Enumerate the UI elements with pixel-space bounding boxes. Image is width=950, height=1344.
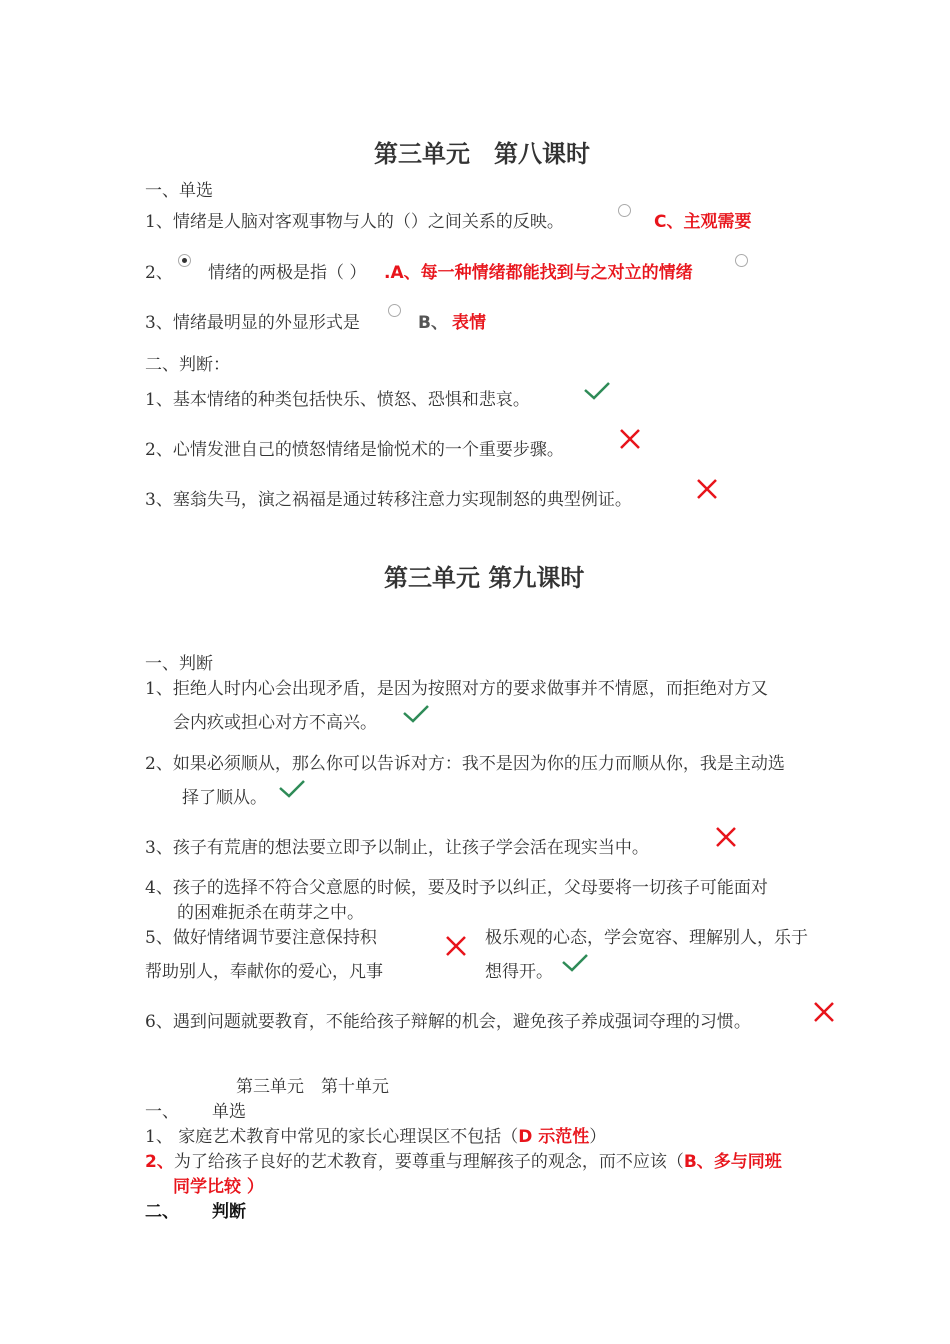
lesson8-q2-answer: .A、每一种情绪都能找到与之对立的情绪 bbox=[384, 263, 693, 283]
lesson9-j6-text: 6、遇到问题就要教育，不能给孩子辩解的机会，避免孩子养成强词夺理的习惯。 bbox=[145, 1012, 751, 1032]
lesson8-q2-text: 情绪的两极是指（ ） bbox=[208, 263, 367, 283]
cross-icon bbox=[715, 826, 737, 848]
lesson8-j2-text: 2、心情发泄自己的愤怒情绪是愉悦术的一个重要步骤。 bbox=[145, 440, 564, 460]
lesson9-j1-line2: 会内疚或担心对方不高兴。 bbox=[173, 713, 377, 733]
lesson8-q1-answer: C、主观需要 bbox=[654, 212, 752, 232]
lesson9-j3-text: 3、孩子有荒唐的想法要立即予以制止，让孩子学会活在现实当中。 bbox=[145, 838, 649, 858]
lesson9-j2-line1: 2、如果必须顺从，那么你可以告诉对方：我不是因为你的压力而顺从你，我是主动选 bbox=[145, 754, 785, 774]
lesson8-q1-text: 1、情绪是人脑对客观事物与人的（）之间关系的反映。 bbox=[145, 212, 564, 232]
lesson9-j4-line2: 的困难扼杀在萌芽之中。 bbox=[177, 903, 364, 923]
radio-icon[interactable] bbox=[388, 304, 401, 317]
radio-icon[interactable] bbox=[178, 254, 191, 267]
lesson10-q2-answer-line1: B、多与同班 bbox=[683, 1152, 782, 1172]
lesson9-title: 第三单元 第九课时 bbox=[384, 564, 585, 592]
lesson10-section-single-choice: 单选 bbox=[212, 1102, 246, 1122]
lesson10-section1-number: 一、 bbox=[145, 1102, 179, 1122]
check-icon bbox=[402, 703, 430, 725]
lesson8-q2-number: 2、 bbox=[145, 263, 173, 283]
cross-icon bbox=[619, 428, 641, 450]
lesson10-title: 第三单元 第十单元 bbox=[236, 1077, 389, 1097]
lesson9-j1-line1: 1、拒绝人时内心会出现矛盾，是因为按照对方的要求做事并不情愿，而拒绝对方又 bbox=[145, 679, 768, 699]
lesson8-q3-answer: 表情 bbox=[452, 313, 486, 333]
cross-icon bbox=[445, 935, 467, 957]
cross-icon bbox=[813, 1001, 835, 1023]
lesson10-q2-prefix: 为了给孩子良好的艺术教育，要尊重与理解孩子的观念，而不应该（ bbox=[173, 1152, 684, 1172]
lesson8-q3-answer-letter: B、 bbox=[418, 313, 448, 333]
lesson8-section-judgement: 二、判断： bbox=[145, 355, 230, 375]
lesson9-j5-right-line2: 想得开。 bbox=[485, 962, 553, 982]
lesson9-j5-left-line2: 帮助别人，奉献你的爱心，凡事 bbox=[145, 962, 383, 982]
lesson8-q3-text: 3、情绪最明显的外显形式是 bbox=[145, 313, 360, 333]
check-icon bbox=[583, 380, 611, 402]
lesson8-j1-text: 1、基本情绪的种类包括快乐、愤怒、恐惧和悲哀。 bbox=[145, 390, 530, 410]
check-icon bbox=[278, 778, 306, 800]
lesson9-j2-line2: 择了顺从。 bbox=[182, 788, 267, 808]
lesson8-j3-text: 3、塞翁失马，演之祸福是通过转移注意力实现制怒的典型例证。 bbox=[145, 490, 632, 510]
lesson9-j5-right-line1: 极乐观的心态，学会宽容、理解别人，乐于 bbox=[485, 928, 808, 948]
lesson10-q2-answer-line2: 同学比较 ） bbox=[173, 1177, 264, 1197]
lesson9-j4-line1: 4、孩子的选择不符合父意愿的时候，要及时予以纠正，父母要将一切孩子可能面对 bbox=[145, 878, 768, 898]
lesson10-section-judgement: 判断 bbox=[212, 1202, 246, 1222]
lesson10-q2-number: 2、 bbox=[145, 1152, 174, 1172]
lesson8-title: 第三单元 第八课时 bbox=[374, 140, 590, 168]
check-icon bbox=[561, 952, 589, 974]
lesson10-section2-number: 二、 bbox=[145, 1202, 179, 1222]
lesson10-q1-answer: D 示范性 bbox=[518, 1127, 590, 1147]
lesson9-section-judgement: 一、判断 bbox=[145, 654, 213, 674]
lesson9-j5-left-line1: 5、做好情绪调节要注意保持积 bbox=[145, 928, 377, 948]
lesson10-q2-text bbox=[145, 1147, 782, 1172]
radio-icon[interactable] bbox=[735, 254, 748, 267]
radio-icon[interactable] bbox=[618, 204, 631, 217]
lesson10-q1-text bbox=[145, 1122, 606, 1147]
lesson8-section-single-choice: 一、单选 bbox=[145, 181, 213, 201]
lesson10-q1-prefix: 1、 家庭艺术教育中常见的家长心理误区不包括（ bbox=[145, 1127, 519, 1147]
cross-icon bbox=[696, 478, 718, 500]
lesson10-q1-suffix: ） bbox=[589, 1127, 607, 1147]
